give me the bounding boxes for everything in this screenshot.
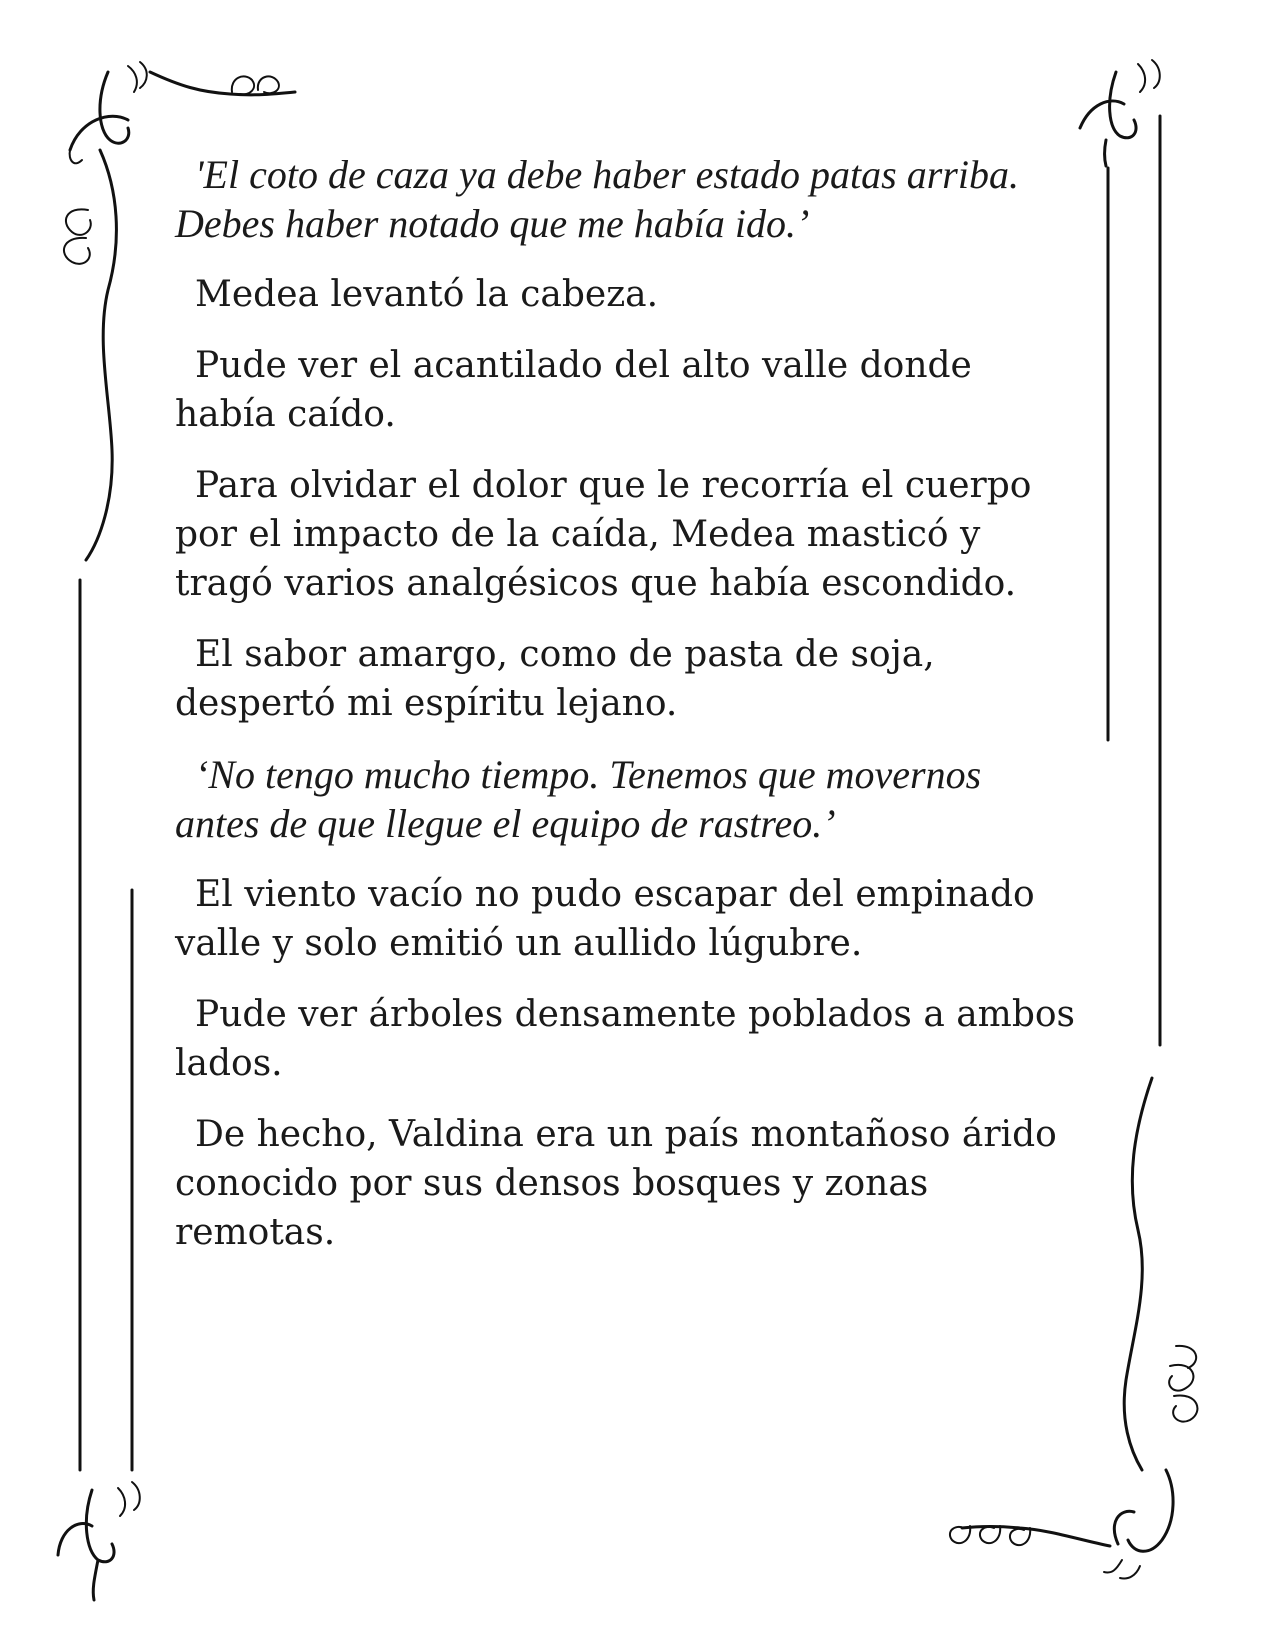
paragraph-5: El sabor amargo, como de pasta de soja, despertó mi espíritu lejano. [175, 634, 935, 724]
paragraph-3: Pude ver el acantilado del alto valle donde había caído. [175, 345, 972, 435]
paragraph-9: De hecho, Valdina era un país montañoso árido conocido por sus densos bosques y zonas remotas. [175, 1114, 1057, 1253]
paragraph-4: Para olvidar el dolor que le recorría el cuerpo por el impacto de la caída, Medea masticó y tragó varios analgésicos que había escondido. [175, 465, 1032, 604]
paragraph-8: Pude ver árboles densamente poblados a ambos lados. [175, 994, 1076, 1084]
top-right-flourish-icon [1080, 60, 1160, 166]
paragraph-7: El viento vacío no pudo escapar del empinado valle y solo emitió un aullido lúgubre. [175, 874, 1035, 964]
paragraph-2: Medea levantó la cabeza. [195, 274, 659, 315]
bottom-left-flourish-icon [58, 1482, 140, 1600]
paragraph-1: 'El coto de caza ya debe haber estado patas arriba. Debes haber notado que me había ido.’ [175, 152, 1019, 246]
paragraph-6: ‘No tengo mucho tiempo. Tenemos que movernos antes de que llegue el equipo de rastreo.’ [175, 752, 982, 846]
body-text [175, 150, 1075, 1279]
